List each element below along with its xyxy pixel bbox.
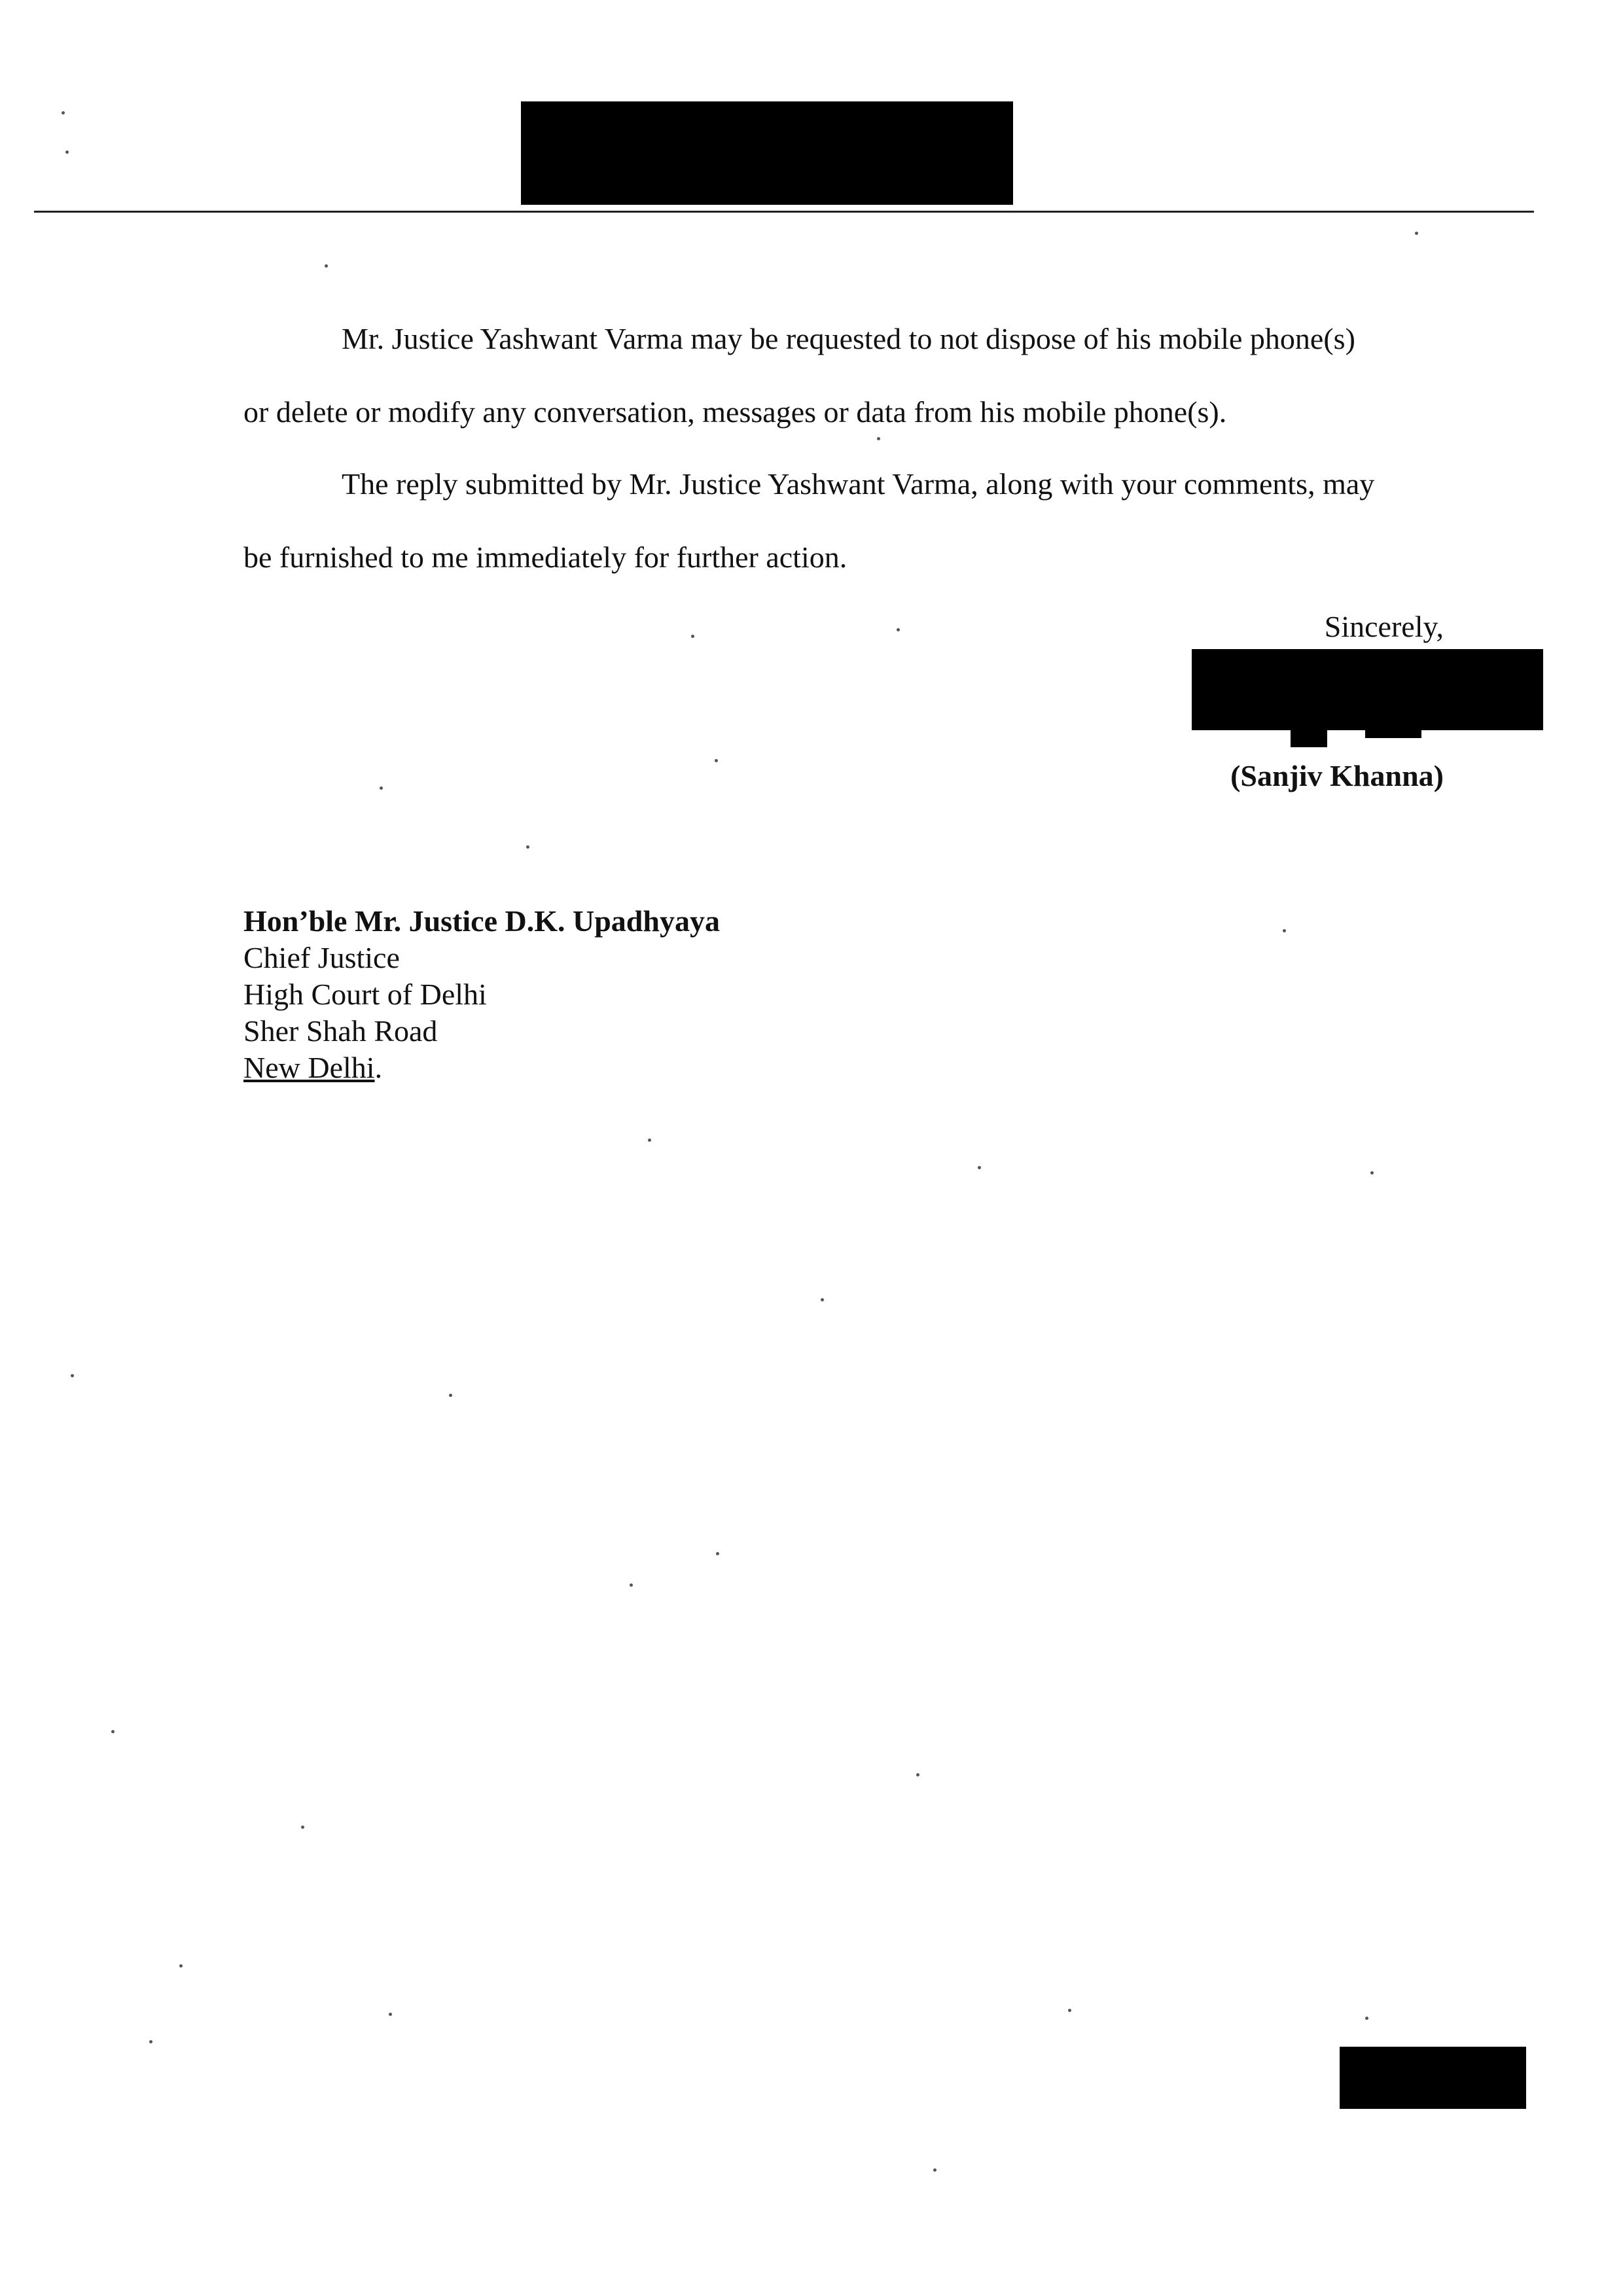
addressee-title: Chief Justice: [243, 941, 400, 974]
addressee-city: [243, 1050, 720, 1086]
signature-redaction-block: [1192, 649, 1543, 730]
scan-speck: [526, 845, 529, 849]
scan-speck: [325, 264, 328, 268]
scan-speck: [301, 1826, 304, 1829]
paragraph-2-line-2: be furnished to me immediately for further action.: [243, 540, 847, 574]
addressee-city-suffix: .: [374, 1051, 383, 1084]
scan-speck: [1283, 929, 1286, 932]
scan-speck: [933, 2168, 936, 2172]
scan-speck: [1365, 2017, 1368, 2020]
scan-speck: [1415, 232, 1418, 235]
scan-speck: [630, 1583, 633, 1587]
addressee-court: High Court of Delhi: [243, 978, 487, 1011]
paragraph-1-line-2: or delete or modify any conversation, messages or data from his mobile phone(s).: [243, 395, 1227, 429]
scan-speck: [179, 1964, 183, 1968]
paragraph-2-line-1: The reply submitted by Mr. Justice Yashwant Varma, along with your comments, may: [342, 467, 1375, 501]
addressee-street: Sher Shah Road: [243, 1014, 438, 1048]
scan-speck: [916, 1773, 919, 1776]
header-rule: [34, 211, 1534, 213]
scan-speck: [62, 111, 65, 115]
scan-speck: [149, 2040, 152, 2043]
paragraph-1-line-1: Mr. Justice Yashwant Varma may be requested to not dispose of his mobile phone(s): [342, 322, 1355, 355]
scan-speck: [71, 1374, 74, 1377]
scan-speck: [389, 2013, 392, 2016]
header-redaction-block: [521, 101, 1013, 205]
scan-speck: [897, 628, 900, 631]
scan-speck: [449, 1394, 452, 1397]
signatory-name: (Sanjiv Khanna): [1230, 759, 1444, 792]
scan-speck: [715, 759, 718, 762]
scan-speck: [691, 635, 694, 638]
scan-speck: [111, 1730, 115, 1733]
scan-speck: [821, 1298, 824, 1301]
scan-speck: [978, 1166, 981, 1169]
footer-redaction-block: [1340, 2047, 1526, 2109]
scan-speck: [1370, 1171, 1374, 1174]
scan-speck: [716, 1552, 719, 1555]
signature-redaction-fragment: [1365, 728, 1421, 738]
signature-redaction-fragment: [1291, 728, 1327, 747]
addressee-city-name: New Delhi: [243, 1051, 375, 1084]
addressee-name: Hon’ble Mr. Justice D.K. Upadhyaya: [243, 904, 720, 938]
scan-speck: [648, 1139, 651, 1142]
scan-speck: [380, 786, 383, 790]
scan-speck: [65, 150, 69, 154]
scan-speck: [1068, 2009, 1071, 2012]
addressee-block: [243, 903, 720, 1086]
scan-speck: [877, 437, 880, 440]
closing-salutation: Sincerely,: [1324, 610, 1444, 643]
